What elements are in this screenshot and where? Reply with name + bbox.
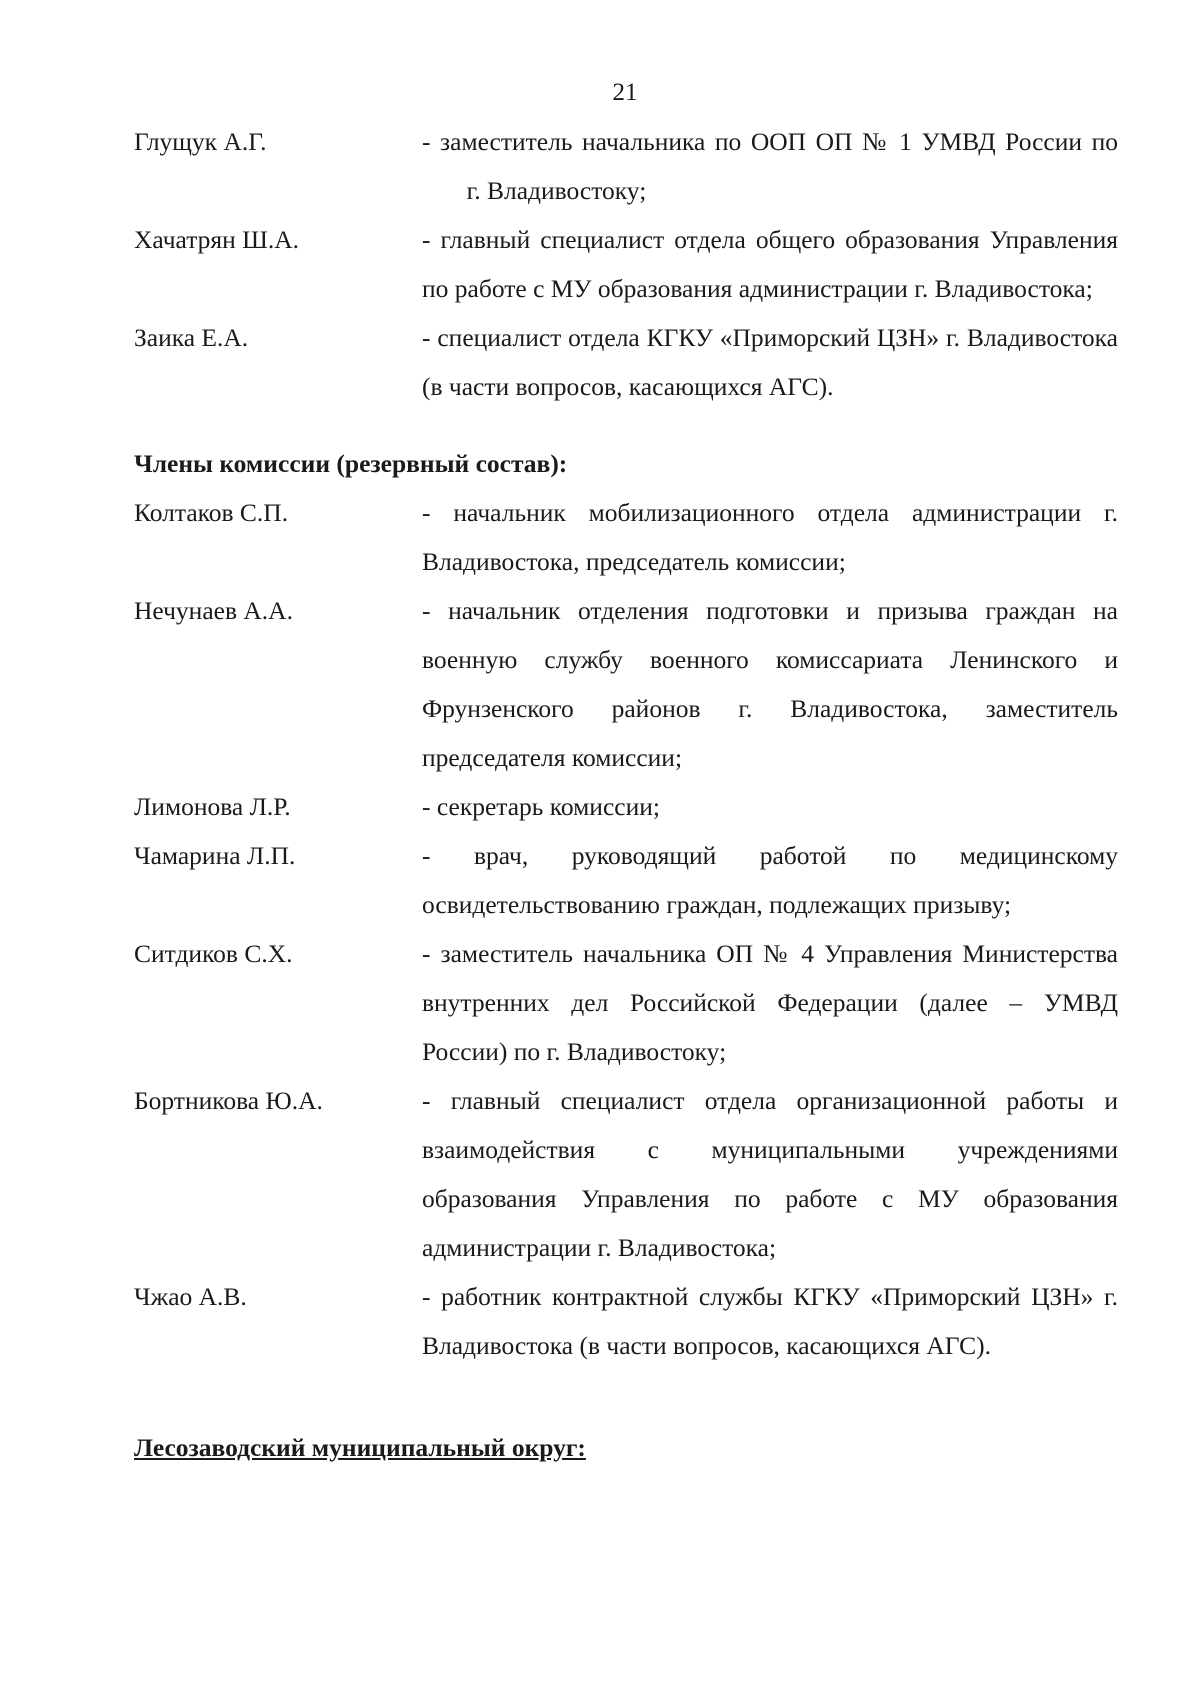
member-role: - главный специалист отдела организационной работы и взаимодействия с муниципальными учреждениями образования Управления по работе с МУ образования администрации г. Владивостока;: [422, 1086, 1118, 1262]
member-role: - работник контрактной службы КГКУ «Приморский ЦЗН» г. Владивостока (в части вопросов, касающихся АГС).: [422, 1282, 1118, 1360]
member-role: - главный специалист отдела общего образования Управления по работе с МУ образования администрации г. Владивостока;: [422, 225, 1118, 303]
reserve-heading: Члены комиссии (резервный состав):: [134, 449, 568, 478]
member-entry: [134, 586, 1118, 782]
member-name: Бортникова Ю.А.: [134, 1086, 323, 1115]
member-entry: [134, 1076, 1118, 1272]
page-number: 21: [612, 79, 638, 106]
member-name: Хачатрян Ш.А.: [134, 225, 300, 254]
member-entry: [134, 117, 1118, 215]
member-entry: [134, 929, 1118, 1076]
member-name: Лимонова Л.Р.: [134, 792, 291, 821]
next-section-title: Лесозаводский муниципальный округ:: [134, 1433, 586, 1462]
member-role: - заместитель начальника ОП № 4 Управления Министерства внутренних дел Российской Федерации (далее – УМВД России) по г. Владивостоку;: [422, 939, 1118, 1066]
member-role: - секретарь комиссии;: [422, 792, 660, 821]
member-name: Нечунаев А.А.: [134, 596, 293, 625]
member-entry: [134, 215, 1118, 313]
member-role: - начальник отделения подготовки и призыва граждан на военную службу военного комиссариата Ленинского и Фрунзенского районов г. Владивостока, заместитель председателя комиссии;: [422, 596, 1118, 772]
member-list-reserve: [134, 488, 1118, 1370]
member-list-top: [134, 117, 1118, 411]
member-name: Заика Е.А.: [134, 323, 249, 352]
member-entry: [134, 1272, 1118, 1370]
member-name: Чжао А.В.: [134, 1282, 247, 1311]
document-body: [134, 117, 1118, 1472]
member-name: Глущук А.Г.: [134, 127, 267, 156]
member-name: Чамарина Л.П.: [134, 841, 296, 870]
member-entry: [134, 488, 1118, 586]
member-role: - начальник мобилизационного отдела администрации г. Владивостока, председатель комиссии;: [422, 498, 1118, 576]
member-entry: [134, 782, 1118, 831]
member-role: - врач, руководящий работой по медицинскому освидетельствованию граждан, подлежащих призыву;: [422, 841, 1118, 919]
member-name: Ситдиков С.Х.: [134, 939, 293, 968]
member-entry: [134, 313, 1118, 411]
member-role: - заместитель начальника по ООП ОП № 1 УМВД России по г. Владивостоку;: [422, 127, 1118, 205]
member-name: Колтаков С.П.: [134, 498, 289, 527]
member-role: - специалист отдела КГКУ «Приморский ЦЗН» г. Владивостока (в части вопросов, касающихся АГС).: [422, 323, 1118, 401]
member-entry: [134, 831, 1118, 929]
